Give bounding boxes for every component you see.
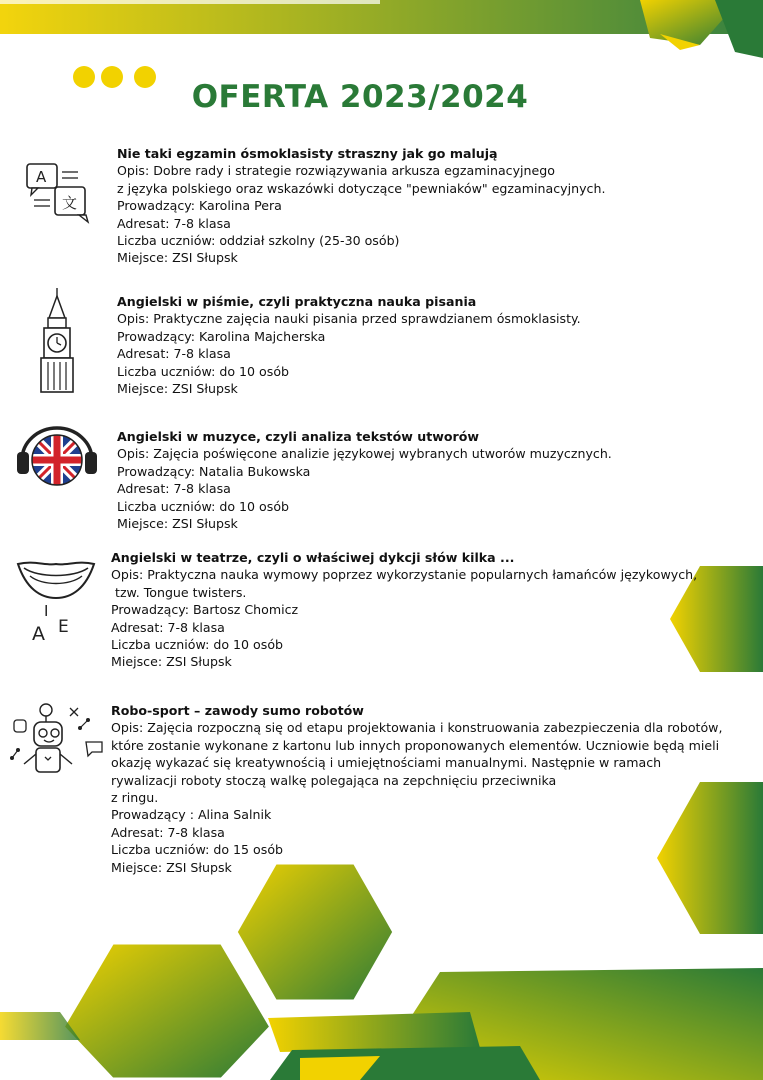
- svg-text:A: A: [32, 623, 45, 645]
- svg-text:A: A: [36, 168, 47, 186]
- svg-text:E: E: [58, 617, 69, 637]
- offer-student-count: Liczba uczniów: oddział szkolny (25-30 osób): [117, 233, 400, 249]
- offer-description-line: Opis: Praktyczne zajęcia nauki pisania przed sprawdzianem ósmoklasisty.: [117, 311, 581, 327]
- offer-item-3: [117, 428, 612, 532]
- offer-title: Angielski w teatrze, czyli o właściwej dykcji słów kilka ...: [111, 550, 515, 565]
- offer-description-line: Opis: Zajęcia poświęcone analizie językowej wybranych utworów muzycznych.: [117, 446, 612, 462]
- bottom-hexagon-left: [62, 942, 272, 1080]
- offer-student-count: Liczba uczniów: do 10 osób: [111, 637, 284, 653]
- bottom-hexagon-center: [235, 862, 395, 1002]
- offer-place: Miejsce: ZSI Słupsk: [111, 859, 232, 875]
- offer-description-line: z ringu.: [111, 790, 159, 806]
- offer-audience: Adresat: 7-8 klasa: [117, 346, 231, 362]
- offer-student-count: Liczba uczniów: do 10 osób: [117, 498, 290, 514]
- offer-item-2: [117, 293, 581, 397]
- offer-leader: Prowadzący : Alina Salnik: [111, 807, 272, 823]
- offer-item-5: [111, 702, 723, 876]
- offer-description-line: tzw. Tongue twisters.: [111, 584, 247, 600]
- uk-headphones-icon: [16, 424, 98, 492]
- page-title: OFERTA 2023/2024: [191, 79, 529, 115]
- offer-place: Miejsce: ZSI Słupsk: [111, 654, 232, 670]
- offer-title: Angielski w muzyce, czyli analiza tekstów utworów: [117, 429, 480, 444]
- offer-item-4: [111, 549, 697, 671]
- offer-title: Angielski w piśmie, czyli praktyczna nauka pisania: [117, 294, 477, 309]
- offer-item-1: [117, 145, 605, 267]
- big-ben-icon: [38, 288, 76, 394]
- svg-text:I: I: [44, 602, 49, 620]
- offer-audience: Adresat: 7-8 klasa: [111, 619, 225, 635]
- offer-audience: Adresat: 7-8 klasa: [111, 824, 225, 840]
- svg-text:文: 文: [62, 194, 78, 212]
- offer-description-line: rywalizacji roboty stoczą walkę polegająca na zepchnięciu przeciwnika: [111, 772, 557, 788]
- offer-leader: Prowadzący: Karolina Majcherska: [117, 328, 326, 344]
- offer-place: Miejsce: ZSI Słupsk: [117, 381, 238, 397]
- offer-leader: Prowadzący: Bartosz Chomicz: [111, 602, 299, 618]
- offer-description-line: okazję wykazać się kreatywnością i umiejętnościami manualnymi. Następnie w ramach: [111, 755, 662, 771]
- offer-description-line: Opis: Zajęcia rozpoczną się od etapu projektowania i konstruowania zabezpieczenia dla robotów,: [111, 720, 723, 736]
- offer-audience: Adresat: 7-8 klasa: [117, 481, 231, 497]
- offer-description-line: z języka polskiego oraz wskazówki dotyczące "pewniaków" egzaminacyjnych.: [117, 180, 606, 196]
- offer-description-line: które zostanie wykonane z kartonu lub innych proponowanych elementów. Uczniowie będą mieli: [111, 737, 720, 753]
- offer-title: Robo-sport – zawody sumo robotów: [111, 703, 364, 718]
- offer-place: Miejsce: ZSI Słupsk: [117, 516, 238, 532]
- translate-icon: [22, 160, 92, 226]
- offer-audience: Adresat: 7-8 klasa: [117, 215, 231, 231]
- robot-icon: [8, 700, 108, 782]
- offer-title: Nie taki egzamin ósmoklasisty straszny jak go malują: [117, 146, 498, 161]
- offer-description-line: Opis: Dobre rady i strategie rozwiązywania arkusza egzaminacyjnego: [117, 163, 555, 179]
- offer-student-count: Liczba uczniów: do 15 osób: [111, 842, 284, 858]
- offer-leader: Prowadzący: Karolina Pera: [117, 198, 282, 214]
- offer-description-line: Opis: Praktyczna nauka wymowy poprzez wykorzystanie popularnych łamańców językowych,: [111, 567, 698, 583]
- offer-place: Miejsce: ZSI Słupsk: [117, 250, 238, 266]
- offer-leader: Prowadzący: Natalia Bukowska: [117, 463, 311, 479]
- mouth-vowels-icon: [14, 556, 98, 646]
- offer-student-count: Liczba uczniów: do 10 osób: [117, 363, 290, 379]
